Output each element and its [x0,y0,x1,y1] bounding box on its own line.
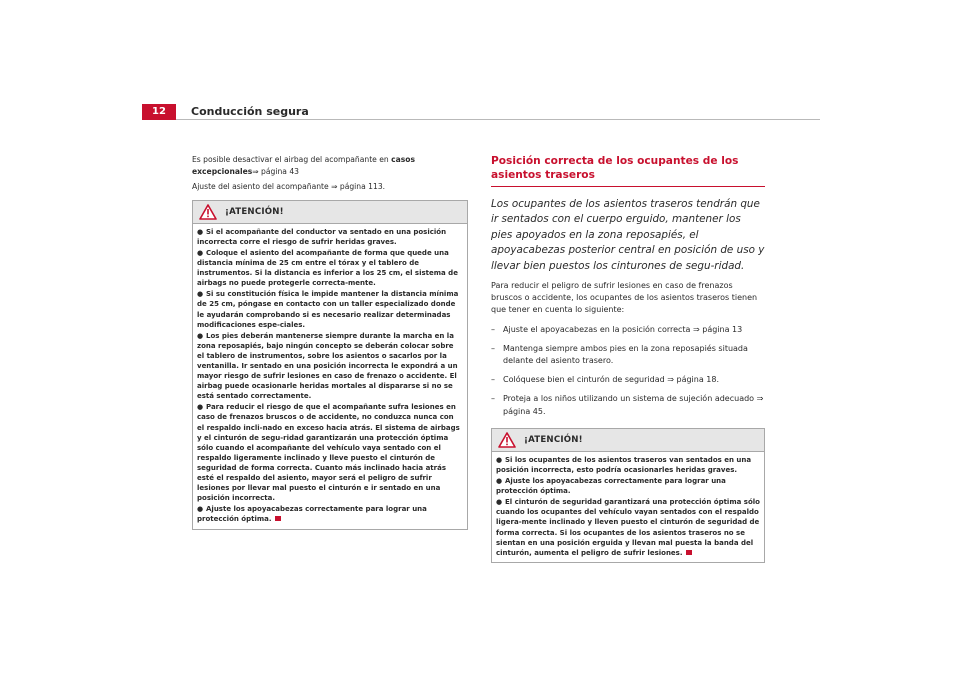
chapter-title: Conducción segura [191,105,309,118]
warning-box-left [192,200,468,530]
section-end-mark [686,550,692,555]
warning-item: ● Ajuste los apoyacabezas correctamente para lograr una protección óptima. [197,505,427,524]
warning-body [492,452,764,562]
section-intro: Los ocupantes de los asientos traseros tendrán que ir sentados con el cuerpo erguido, mantener los pies apoyados en la zona reposapiés, el apoyacabezas posterior central en posición de uso y llevar bien puestos los cinturones de segu-ridad. [491,198,765,272]
warning-body [193,224,467,529]
header-divider [176,119,820,120]
warning-item: ● El cinturón de seguridad garantizará una protección óptima sólo cuando los ocupantes del vehículo vayan sentados con el respaldo ligera-mente inclinado y lleven puesto el cinturón de seguridad de forma correcta. Si los ocupantes de los asientos traseros no se sientan en una posición erguida y llevan mal puesta la banda del cinturón, aumenta el peligro de sufrir lesiones. [496,498,760,557]
warning-item: ● Coloque el asiento del acompañante de forma que quede una distancia mínima de 25 cm entre el tórax y el tablero de instrumentos. Si la distancia es inferior a los 25 cm, el sistema de airbags no puede protegerle correcta-mente. [197,248,458,288]
seat-adjust-note: Ajuste del asiento del acompañante ⇒ página 113. [192,182,386,192]
warning-title: ¡ATENCIÓN! [225,206,284,217]
section-title: Posición correcta de los ocupantes de los asientos traseros [491,154,765,187]
warning-item: ● Si su constitución física le impide mantener la distancia mínima de 25 cm, póngase en contacto con un taller especializado donde le ayudarán comprobando si es necesario realizar determinadas modificaciones espe-ciales. [197,290,459,329]
warning-header [492,429,764,452]
instruction-step: – Colóquese bien el cinturón de seguridad ⇒ página 18. [491,375,720,385]
warning-item: ● Los pies deberán mantenerse siempre durante la marcha en la zona reposapiés, bajo ningún concepto se deberán colocar sobre el tablero de instrumentos, sobre los asientos o sacarlos por la ventanilla. Ir sentado en una posición incorrecta le expondrá a un mayor riesgo de sufrir lesiones en caso de frenazo o accidente. El airbag puede ocasionarle heridas mortales al dispararse si no se está sentado correctamente. [197,331,458,401]
warning-title: ¡ATENCIÓN! [524,434,583,445]
warning-item: ● Para reducir el riesgo de que el acompañante sufra lesiones en caso de frenazos bruscos o de accidente, no conduzca nunca con el respaldo incli-nado en exceso hacia atrás. El sistema de airbags y el cinturón de segu-ridad garantizarán una protección óptima sólo cuando el acompañante del vehículo vaya sentado con el respaldo ligeramente inclinado y lleve puesto el cinturón de seguridad de forma correcta. Cuanto más inclinado hacia atrás esté el respaldo del asiento, mayor será el peligro de sufrir lesiones por llevar mal puesto el cinturón e ir sentado en una posición incorrecta. [197,403,460,503]
airbag-deactivation-note: Es posible desactivar el airbag del acompañante en casos excepcionales⇒ página 43 [192,155,416,176]
warning-item: ● Ajuste los apoyacabezas correctamente para lograr una protección óptima. [496,477,726,496]
section-body: Para reducir el peligro de sufrir lesiones en caso de frenazos bruscos o accidente, los ocupantes de los asientos traseros tienen que tener en cuenta lo siguiente: [491,281,758,315]
warning-triangle-icon [498,432,516,448]
instruction-step: – Proteja a los niños utilizando un sistema de sujeción adecuado ⇒ página 45. [491,394,764,416]
warning-header [193,201,467,224]
warning-item: ● Si los ocupantes de los asientos traseros van sentados en una posición incorrecta, esto podría ocasionarles heridas graves. [496,455,752,474]
warning-box-right [491,428,765,563]
warning-item: ● Si el acompañante del conductor va sentado en una posición incorrecta corre el riesgo de sufrir heridas graves. [197,227,447,246]
left-column [192,154,468,530]
instruction-step: – Mantenga siempre ambos pies en la zona reposapiés situada delante del asiento trasero. [491,343,748,366]
instruction-step: – Ajuste el apoyacabezas en la posición correcta ⇒ página 13 [491,324,743,334]
section-end-mark [275,516,281,521]
right-column [491,154,765,563]
warning-triangle-icon [199,204,217,220]
page-reference-link[interactable]: ⇒ página 43 [252,166,299,176]
page-number: 12 [142,104,176,120]
